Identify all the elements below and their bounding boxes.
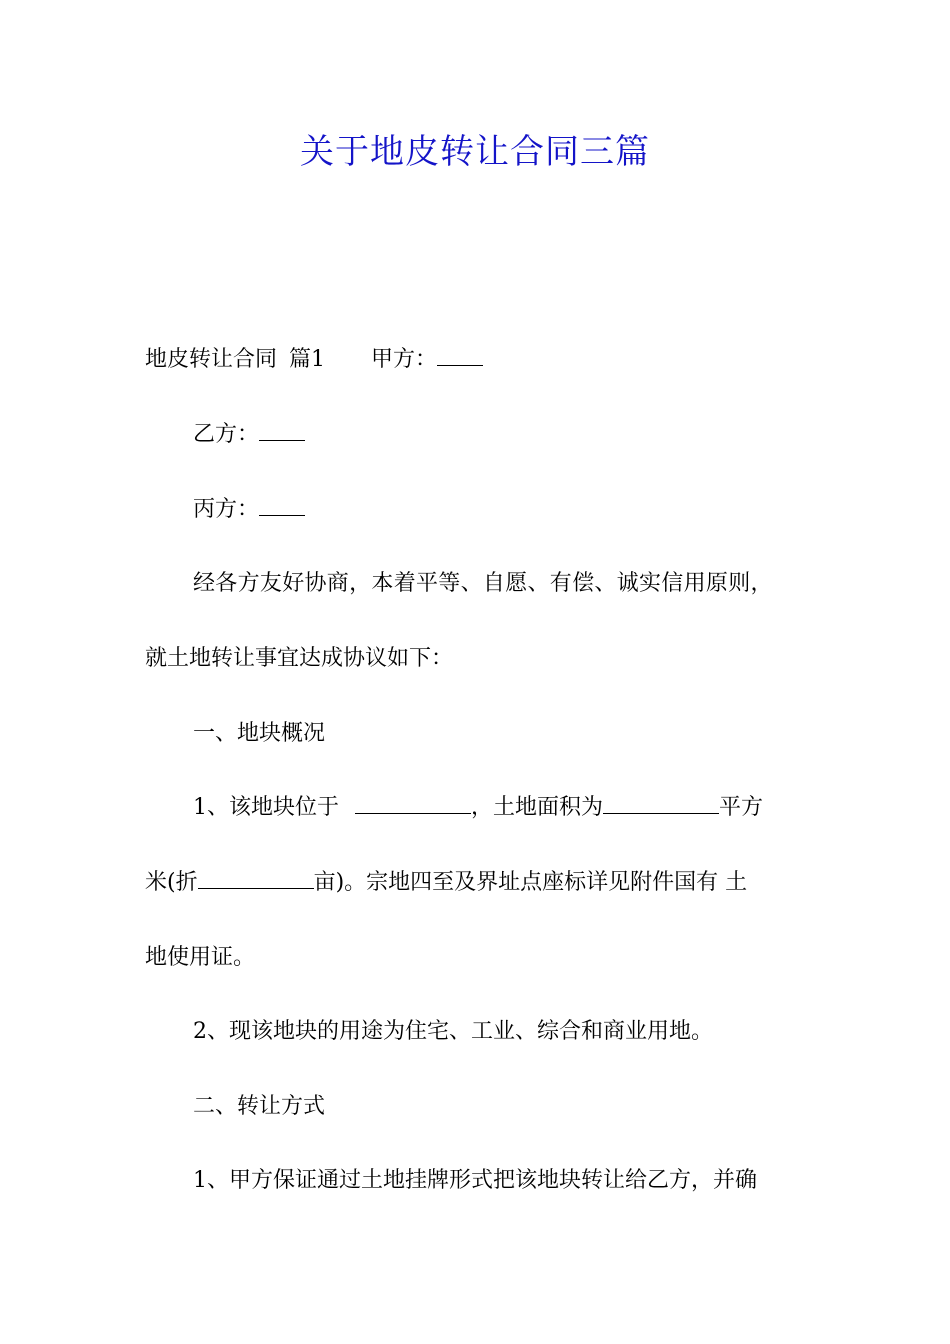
mu-blank: [198, 864, 314, 889]
party-b-line: [193, 415, 835, 455]
area-blank: [603, 789, 719, 814]
area-label: ，土地面积为: [471, 795, 604, 820]
intro-paragraph-line-1: 经各方友好协商，本着平等、自愿、有偿、诚实信用原则，: [193, 571, 773, 596]
party-c-line: [193, 490, 835, 530]
mu-label: 米(折: [145, 870, 198, 895]
section-1-item-2: 2、现该地块的用途为住宅、工业、综合和商业用地。: [193, 1019, 713, 1044]
section-2-title: 二、转让方式: [193, 1094, 326, 1119]
party-b-blank: [259, 416, 305, 441]
contract-heading-label: 地皮转让合同: [145, 347, 278, 372]
party-a-label: 甲方：: [371, 347, 438, 372]
intro-paragraph-line-2: 就土地转让事宜达成协议如下：: [145, 646, 454, 671]
party-a-blank: [437, 341, 483, 366]
section-1-title: 一、地块概况: [193, 721, 326, 746]
section-2-item-1: 1、甲方保证通过土地挂牌形式把该地块转让给乙方，并确: [193, 1168, 757, 1193]
document-title: 关于地皮转让合同三篇: [300, 132, 650, 172]
boundary-text: 亩)。宗地四至及界址点座标详见附件国有 土: [313, 870, 748, 895]
section-1-item-1-line-1: [193, 788, 835, 828]
section-1-item-1-line-2: [145, 863, 835, 903]
area-unit: 平方: [719, 795, 764, 820]
party-c-blank: [259, 491, 305, 516]
party-b-label: 乙方：: [193, 422, 260, 447]
location-label: 1、该地块位于: [193, 795, 339, 820]
location-blank: [355, 789, 471, 814]
section-1-item-1-line-3: 地使用证。: [145, 945, 256, 970]
contract-part-number: 篇1: [289, 347, 326, 372]
contract-heading-line: [145, 340, 835, 380]
party-c-label: 丙方：: [193, 497, 260, 522]
